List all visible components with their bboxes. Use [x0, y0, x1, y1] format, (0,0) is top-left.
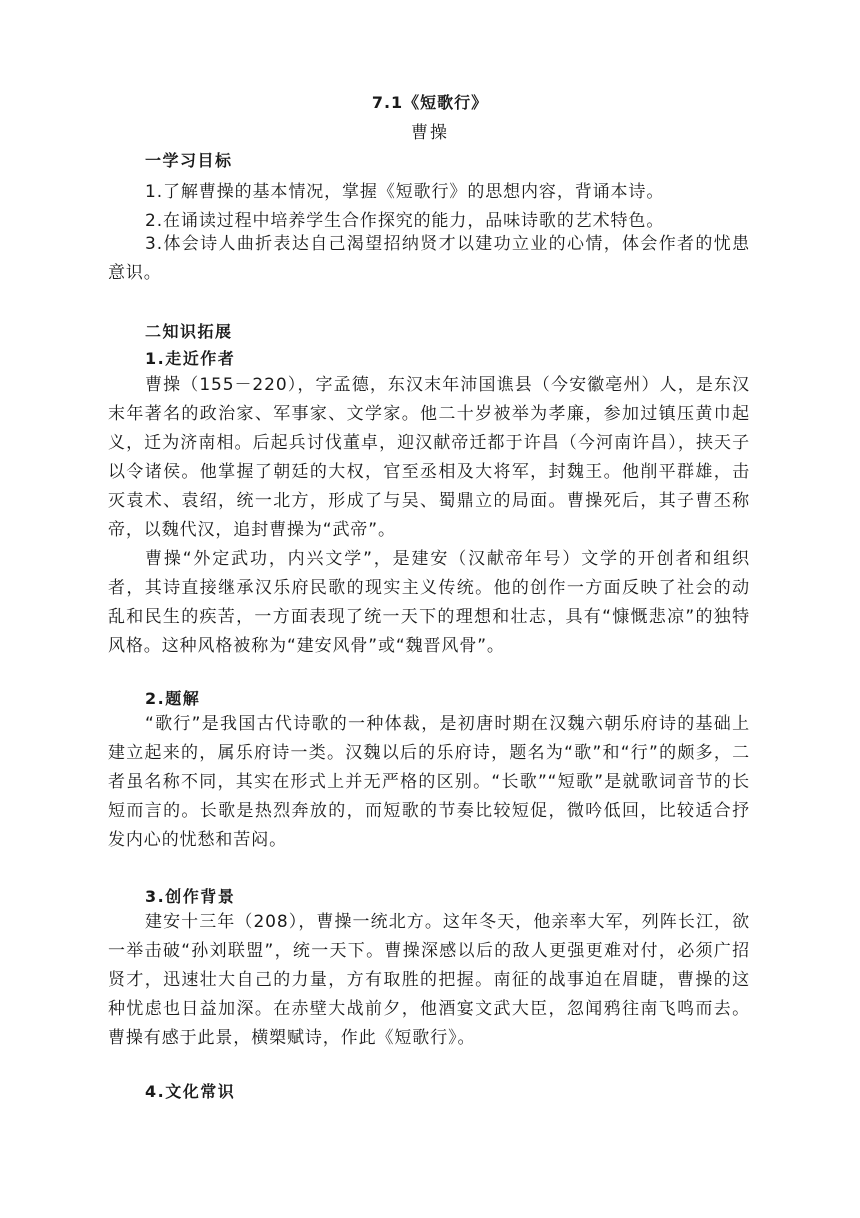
subheading-background: 3.创作背景	[145, 887, 236, 906]
subheading-title-explanation: 2.题解	[145, 689, 201, 708]
goal-item: 1.了解曹操的基本情况，掌握《短歌行》的思想内容，背诵本诗。	[145, 182, 665, 202]
author-name: 曹操	[411, 123, 449, 143]
background-paragraph: 建安十三年（208），曹操一统北方。这年冬天，他亲率大军，列阵长江，欲一举击破“孙刘联盟”，统一天下。曹操深感以后的敌人更强更难对付，必须广招贤才，迅速壮大自己的力量，方有取胜的把握。南征的战事迫在眉睫，曹操的这种忧虑也日益加深。在赤壁大战前夕，他酒宴文武大臣，忽闻鸦往南飞鸣而去。曹操有感于此景，横槊赋诗，作此《短歌行》。	[108, 912, 750, 1048]
goal-item: 2.在诵读过程中培养学生合作探究的能力，品味诗歌的艺术特色。	[145, 211, 665, 231]
document-title: 7.1《短歌行》	[371, 93, 489, 112]
author-literature-paragraph: 曹操“外定武功，内兴文学”，是建安（汉献帝年号）文学的开创者和组织者，其诗直接继承汉乐府民歌的现实主义传统。他的创作一方面反映了社会的动乱和民生的疾苦，一方面表现了统一天下的理想和壮志，具有“慷慨悲凉”的独特风格。这种风格被称为“建安风骨”或“魏晋风骨”。	[108, 549, 750, 656]
author-bio-paragraph: 曹操（155－220），字孟德，东汉末年沛国谯县（今安徽亳州）人，是东汉末年著名的政治家、军事家、文学家。他二十岁被举为孝廉，参加过镇压黄巾起义，迁为济南相。后起兵讨伐董卓，迎汉献帝迁都于许昌（今河南许昌），挟天子以令诸侯。他掌握了朝廷的大权，官至丞相及大将军，封魏王。他削平群雄，击灭袁术、袁绍，统一北方，形成了与吴、蜀鼎立的局面。曹操死后，其子曹丕称帝，以魏代汉，追封曹操为“武帝”。	[108, 375, 750, 540]
subheading-culture: 4.文化常识	[145, 1082, 236, 1101]
title-explanation-paragraph: “歌行”是我国古代诗歌的一种体裁，是初唐时期在汉魏六朝乐府诗的基础上建立起来的，属乐府诗一类。汉魏以后的乐府诗，题名为“歌”和“行”的颇多，二者虽名称不同，其实在形式上并无严格的区别。“长歌”“短歌”是就歌词音节的长短而言的。长歌是热烈奔放的，而短歌的节奏比较短促，微吟低回，比较适合抒发内心的忧愁和苦闷。	[108, 714, 750, 850]
section-heading-knowledge: 二知识拓展	[145, 322, 233, 341]
goal-item: 3.体会诗人曲折表达自己渴望招纳贤才以建功立业的心情，体会作者的忧患意识。	[108, 234, 750, 283]
section-heading-learning-goals: 一学习目标	[145, 151, 233, 170]
subheading-author: 1.走近作者	[145, 349, 236, 368]
